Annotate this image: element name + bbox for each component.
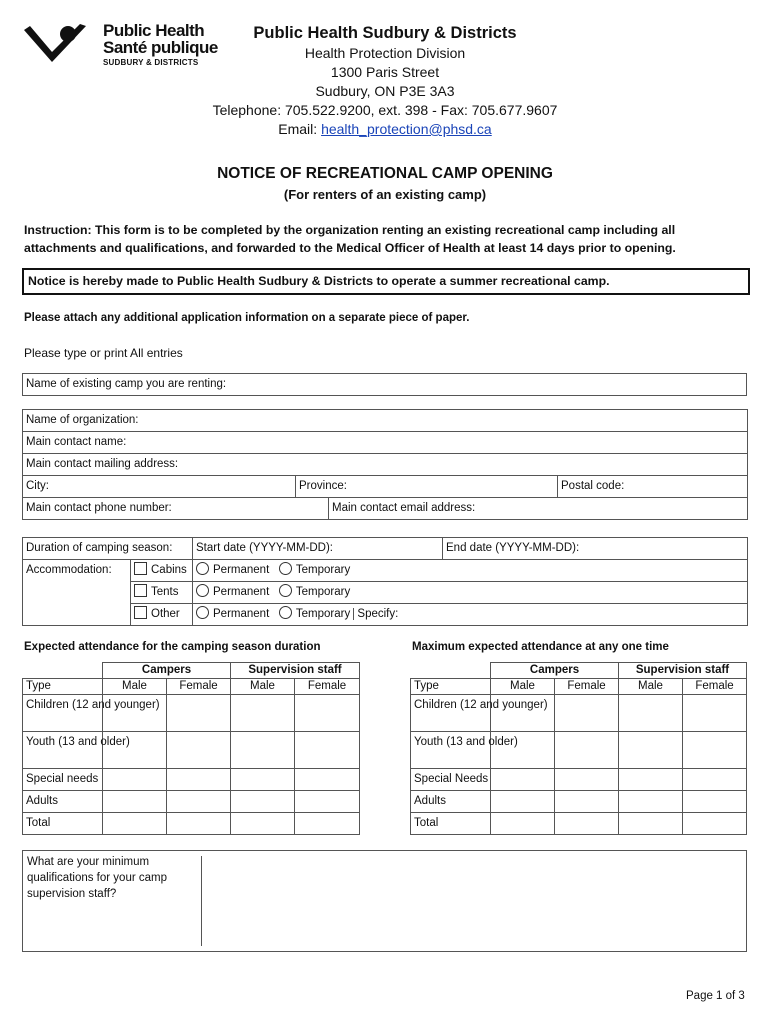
cabins-temporary-radio[interactable]	[279, 562, 292, 575]
row-label: Adults	[23, 791, 103, 813]
row-label: Special needs	[23, 769, 103, 791]
cell[interactable]	[167, 769, 231, 791]
phone-field[interactable]: Main contact phone number:	[23, 498, 329, 520]
logo-subtitle: SUDBURY & DISTRICTS	[103, 58, 199, 67]
duration-label: Duration of camping season:	[23, 538, 193, 560]
cell[interactable]	[295, 732, 360, 769]
other-type	[193, 604, 748, 626]
attendance-left-heading: Expected attendance for the camping season duration	[24, 641, 321, 653]
cell[interactable]	[683, 813, 747, 835]
contact-email-field[interactable]: Main contact email address:	[329, 498, 748, 520]
cell[interactable]	[231, 769, 295, 791]
accommodation-label: Accommodation:	[23, 560, 131, 626]
tents-option[interactable]	[131, 582, 193, 604]
staff-header: Supervision staff	[231, 663, 360, 679]
cell[interactable]	[555, 769, 619, 791]
org-name-field[interactable]: Name of organization:	[23, 410, 748, 432]
cell[interactable]	[231, 695, 295, 732]
logo-french: Santé publique	[103, 38, 218, 57]
temporary-label: Temporary	[295, 586, 351, 598]
email-link[interactable]: health_protection@phsd.ca	[321, 121, 492, 137]
cabins-permanent-radio[interactable]	[196, 562, 209, 575]
cell[interactable]	[231, 732, 295, 769]
letterhead	[180, 22, 590, 139]
other-checkbox[interactable]	[134, 606, 147, 619]
cell[interactable]	[683, 732, 747, 769]
cell[interactable]	[295, 791, 360, 813]
season-table	[22, 537, 748, 626]
row-label: Children (12 and younger)	[411, 695, 491, 732]
cell[interactable]	[231, 791, 295, 813]
attendance-left-table	[22, 662, 360, 835]
female-header: Female	[295, 679, 360, 695]
cell[interactable]	[683, 695, 747, 732]
row-label: Total	[23, 813, 103, 835]
cell[interactable]	[295, 813, 360, 835]
campers-header: Campers	[491, 663, 619, 679]
row-label: Total	[411, 813, 491, 835]
mailing-address-field[interactable]: Main contact mailing address:	[23, 454, 748, 476]
print-note: Please type or print All entries	[24, 346, 183, 360]
permanent-label: Permanent	[213, 608, 270, 620]
postal-code-field[interactable]: Postal code:	[558, 476, 748, 498]
cell[interactable]	[103, 769, 167, 791]
org-name: Public Health Sudbury & Districts	[253, 24, 517, 42]
row-label: Adults	[411, 791, 491, 813]
cell[interactable]	[295, 695, 360, 732]
camp-name-table	[22, 373, 747, 396]
cell[interactable]	[167, 732, 231, 769]
type-header: Type	[411, 679, 491, 695]
cell[interactable]	[167, 813, 231, 835]
male-header: Male	[619, 679, 683, 695]
row-label: Youth (13 and older)	[23, 732, 103, 769]
cell[interactable]	[167, 695, 231, 732]
cell[interactable]	[103, 791, 167, 813]
female-header: Female	[167, 679, 231, 695]
attach-note: Please attach any additional application information on a separate piece of paper.	[24, 312, 470, 324]
division: Health Protection Division	[304, 45, 466, 61]
province-field[interactable]: Province:	[296, 476, 558, 498]
camp-name-field[interactable]: Name of existing camp you are renting:	[23, 374, 747, 396]
cabins-checkbox[interactable]	[134, 562, 147, 575]
other-label: Other	[151, 608, 180, 620]
temporary-label: Temporary	[295, 608, 351, 620]
street: 1300 Paris Street	[330, 64, 440, 80]
blank-cell	[23, 663, 103, 679]
page-subtitle: (For renters of an existing camp)	[283, 187, 487, 202]
qualifications-divider	[201, 856, 202, 946]
instruction-text: Instruction: This form is to be completed by the organization renting an existing recreational camp including all attachments and qualifications, and forwarded to the Medical Officer of Health at least 14 days prior to opening.	[24, 223, 676, 255]
email-label: Email:	[278, 121, 322, 137]
male-header: Male	[491, 679, 555, 695]
cell[interactable]	[491, 791, 555, 813]
logo-english: Public Health	[103, 21, 205, 40]
cell[interactable]	[683, 791, 747, 813]
other-permanent-radio[interactable]	[196, 606, 209, 619]
cell[interactable]	[103, 813, 167, 835]
email-line	[180, 120, 590, 139]
start-date-field[interactable]: Start date (YYYY-MM-DD):	[193, 538, 443, 560]
cell[interactable]	[555, 791, 619, 813]
cabins-type	[193, 560, 748, 582]
row-label: Children (12 and younger)	[23, 695, 103, 732]
female-header: Female	[683, 679, 747, 695]
cell[interactable]	[295, 769, 360, 791]
cell[interactable]	[619, 732, 683, 769]
attendance-right-heading: Maximum expected attendance at any one time	[412, 641, 669, 653]
end-date-field[interactable]: End date (YYYY-MM-DD):	[443, 538, 748, 560]
campers-header: Campers	[103, 663, 231, 679]
cell[interactable]	[683, 769, 747, 791]
cell[interactable]	[167, 791, 231, 813]
specify-field[interactable]: Specify:	[353, 608, 398, 620]
page-title: NOTICE OF RECREATIONAL CAMP OPENING	[217, 165, 553, 182]
contact-name-field[interactable]: Main contact name:	[23, 432, 748, 454]
cell[interactable]	[619, 791, 683, 813]
tents-type	[193, 582, 748, 604]
cell[interactable]	[555, 813, 619, 835]
tents-permanent-radio[interactable]	[196, 584, 209, 597]
logo-figure-icon	[22, 22, 88, 64]
cell[interactable]	[619, 695, 683, 732]
temporary-label: Temporary	[295, 564, 351, 576]
permanent-label: Permanent	[213, 586, 270, 598]
permanent-label: Permanent	[213, 564, 270, 576]
male-header: Male	[231, 679, 295, 695]
row-label: Special Needs	[411, 769, 491, 791]
tents-checkbox[interactable]	[134, 584, 147, 597]
qualifications-label: What are your minimum qualifications for your camp supervision staff?	[27, 856, 167, 900]
page-number: Page 1 of 3	[686, 990, 745, 1002]
cell[interactable]	[619, 769, 683, 791]
notice-box: Notice is hereby made to Public Health Sudbury & Districts to operate a summer recreational camp.	[22, 268, 750, 295]
tents-temporary-radio[interactable]	[279, 584, 292, 597]
cell[interactable]	[491, 769, 555, 791]
cabins-label: Cabins	[151, 564, 187, 576]
phone-line: Telephone: 705.522.9200, ext. 398 - Fax: 705.677.9607	[212, 102, 558, 118]
organization-table	[22, 409, 748, 520]
type-header: Type	[23, 679, 103, 695]
other-option[interactable]	[131, 604, 193, 626]
staff-header: Supervision staff	[619, 663, 747, 679]
cell[interactable]	[231, 813, 295, 835]
other-temporary-radio[interactable]	[279, 606, 292, 619]
female-header: Female	[555, 679, 619, 695]
row-label: Youth (13 and older)	[411, 732, 491, 769]
cell[interactable]	[491, 813, 555, 835]
blank-cell	[411, 663, 491, 679]
cell[interactable]	[555, 732, 619, 769]
cabins-option[interactable]	[131, 560, 193, 582]
tents-label: Tents	[151, 586, 179, 598]
attendance-right-table	[410, 662, 747, 835]
cell[interactable]	[619, 813, 683, 835]
cell[interactable]	[555, 695, 619, 732]
city-field[interactable]: City:	[23, 476, 296, 498]
male-header: Male	[103, 679, 167, 695]
city-line: Sudbury, ON P3E 3A3	[315, 83, 455, 99]
